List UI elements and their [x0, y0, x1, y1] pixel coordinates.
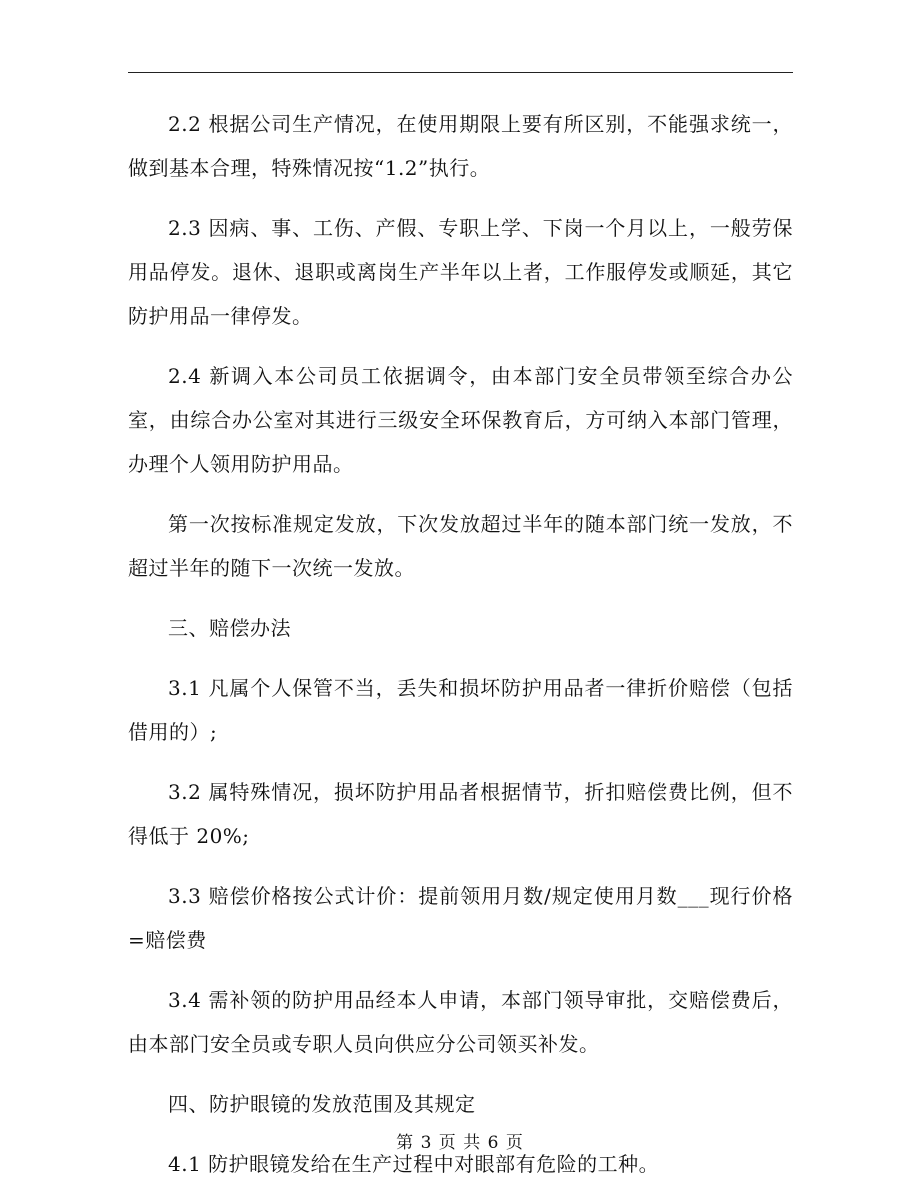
- section-heading-compensation: 三、赔偿办法: [168, 616, 291, 640]
- paragraph-3-4: 3.4 需补领的防护用品经本人申请，本部门领导审批，交赔偿费后，由本部门安全员或专职人员向供应分公司领买补发。: [128, 988, 793, 1056]
- paragraph-3-2: 3.2 属特殊情况，损坏防护用品者根据情节，折扣赔偿费比例，但不得低于 20%;: [128, 780, 793, 848]
- paragraph-first-issue: 第一次按标准规定发放，下次发放超过半年的随本部门统一发放，不超过半年的随下一次统一发放。: [128, 512, 793, 580]
- header-rule: [128, 72, 793, 73]
- paragraph-4-1: 4.1 防护眼镜发给在生产过程中对眼部有危险的工种。: [168, 1152, 660, 1176]
- paragraph-3-1: 3.1 凡属个人保管不当，丢失和损坏防护用品者一律折价赔偿（包括借用的）;: [128, 676, 793, 744]
- section-heading-goggles: 四、防护眼镜的发放范围及其规定: [168, 1092, 476, 1116]
- paragraph-2-2: 2.2 根据公司生产情况，在使用期限上要有所区别，不能强求统一，做到基本合理，特殊情况按“1.2”执行。: [128, 112, 793, 180]
- page-number: 第 3 页 共 6 页: [396, 1133, 524, 1153]
- document-body: [128, 102, 793, 1202]
- paragraph-2-3: 2.3 因病、事、工伤、产假、专职上学、下岗一个月以上，一般劳保用品停发。退休、退职或离岗生产半年以上者，工作服停发或顺延，其它防护用品一律停发。: [128, 216, 793, 328]
- paragraph-3-3: 3.3 赔偿价格按公式计价：提前领用月数/规定使用月数___现行价格=赔偿费: [128, 884, 793, 952]
- paragraph-2-4: 2.4 新调入本公司员工依据调令，由本部门安全员带领至综合办公室，由综合办公室对其进行三级安全环保教育后，方可纳入本部门管理，办理个人领用防护用品。: [128, 364, 793, 476]
